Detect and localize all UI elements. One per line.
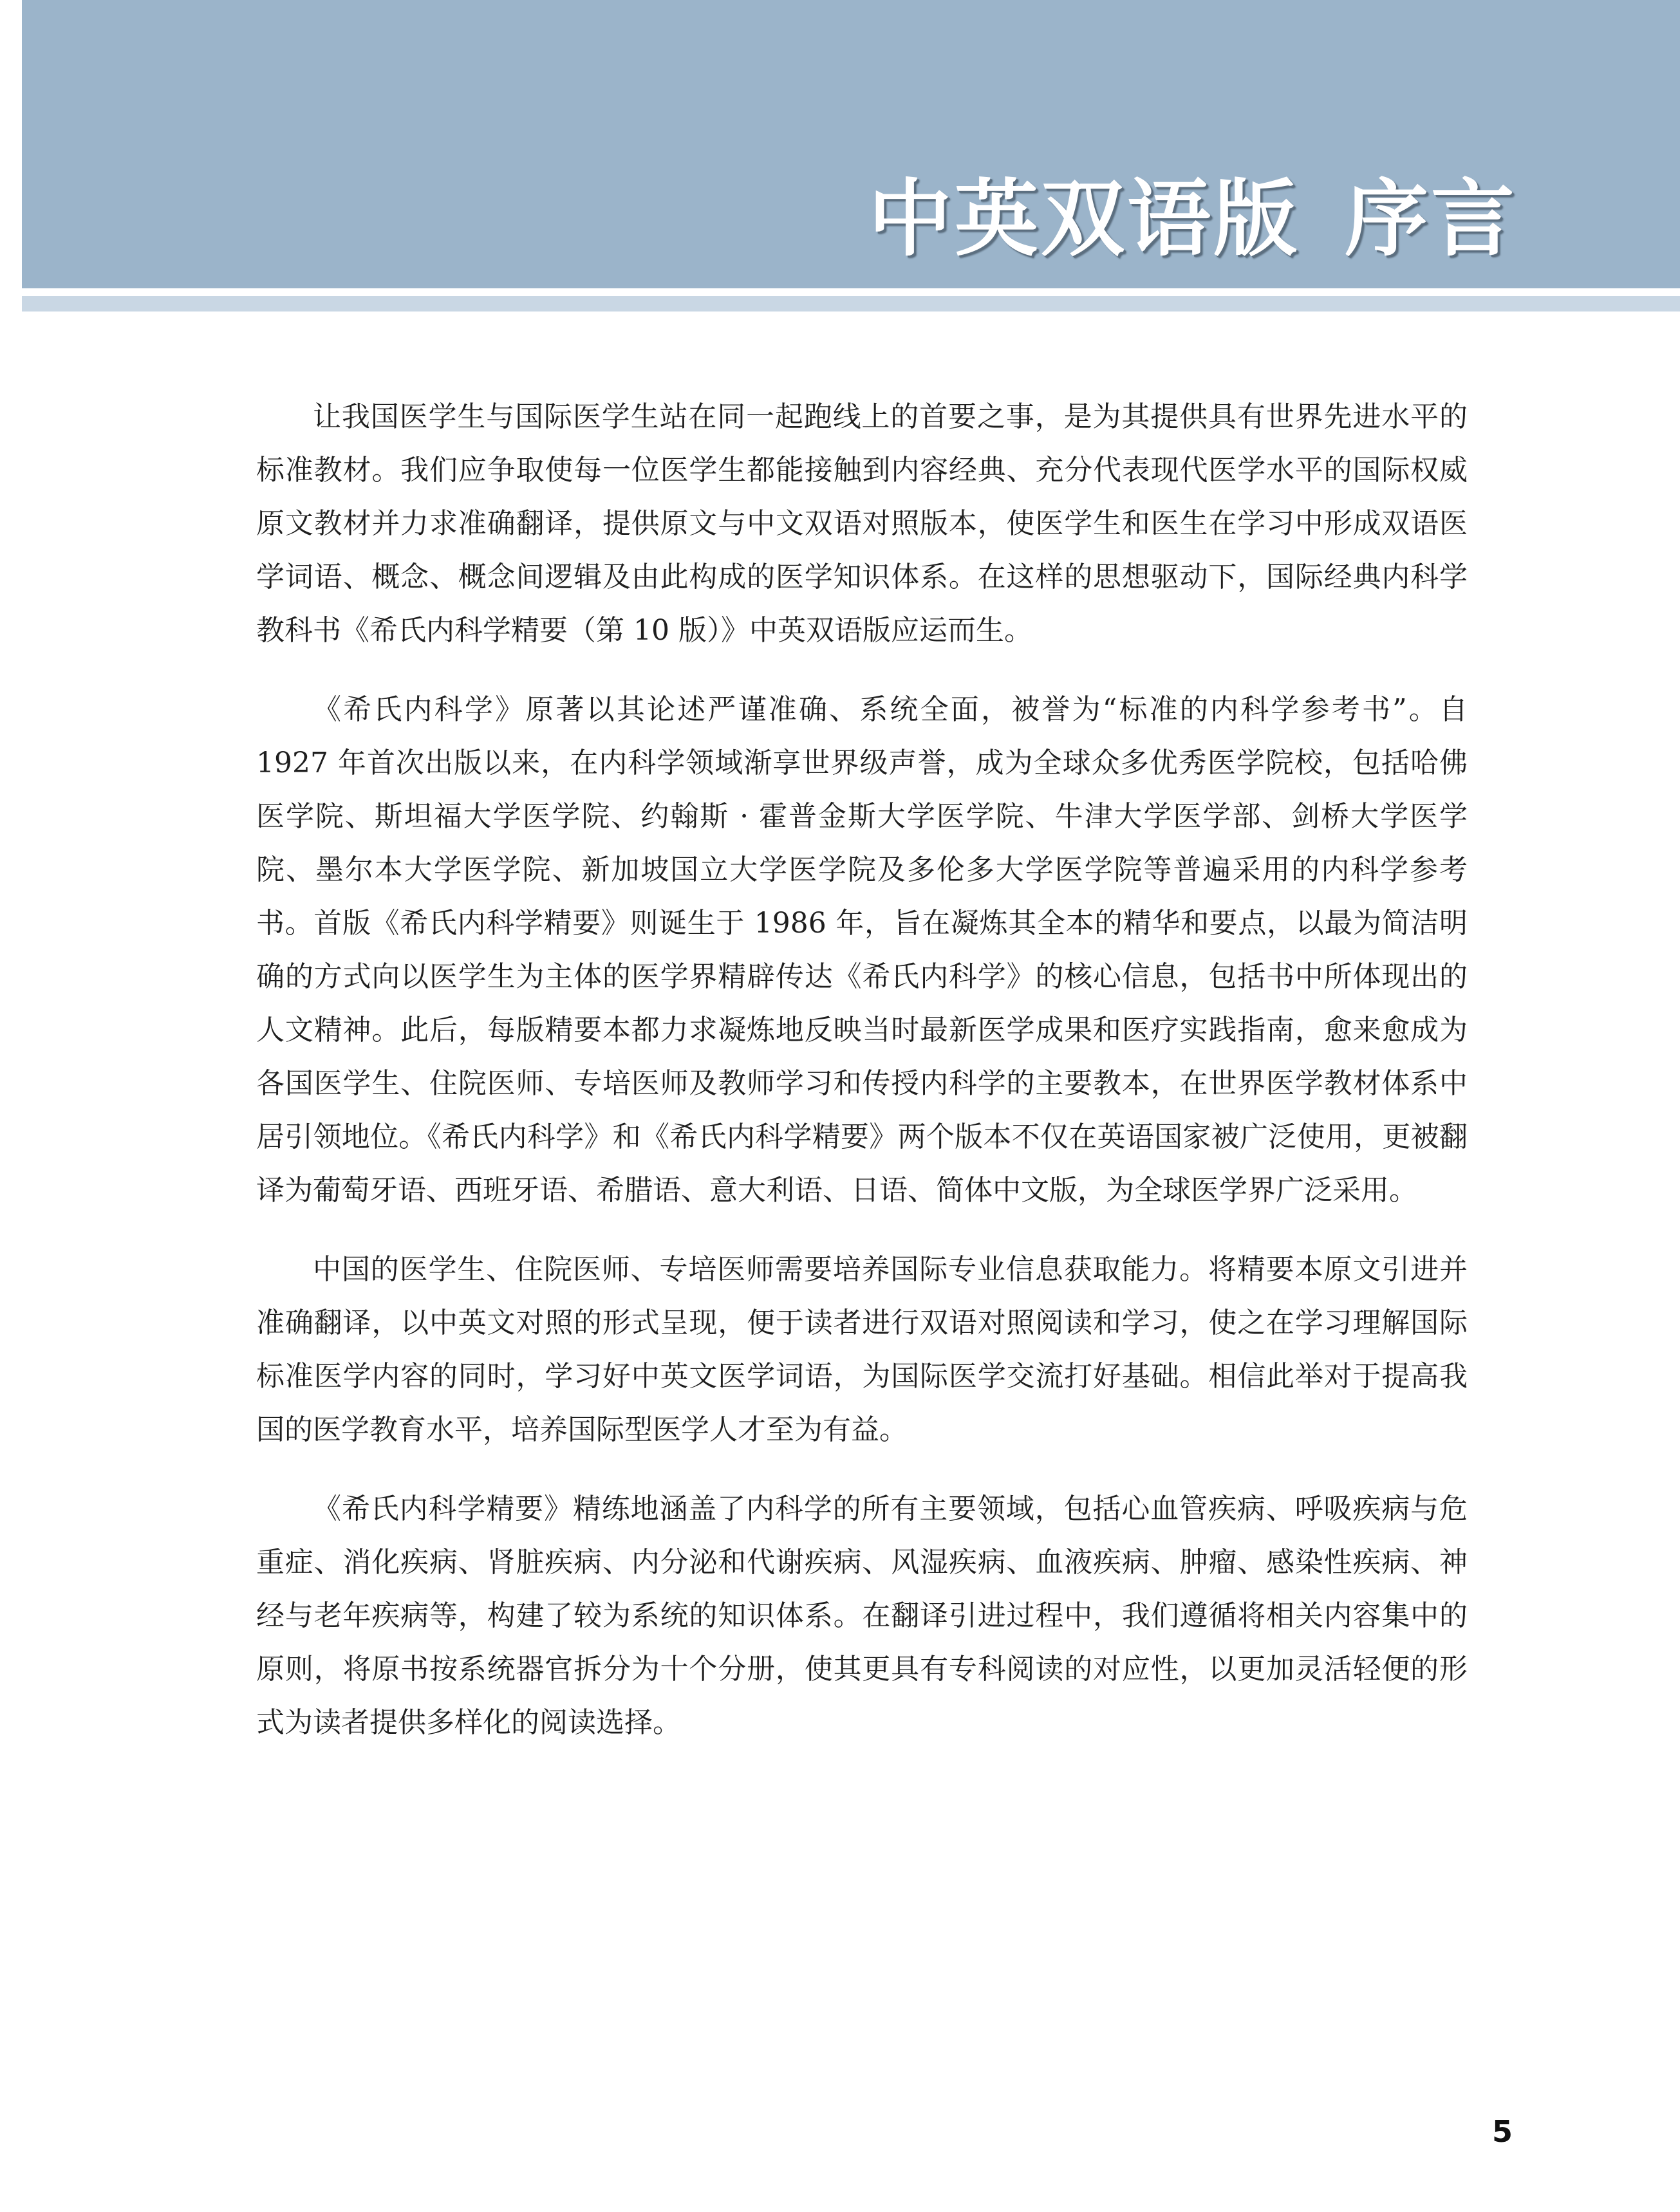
- header-divider-white: [22, 288, 1680, 296]
- chapter-title-part2: 序言: [1344, 170, 1517, 268]
- page-number: 5: [1491, 2114, 1513, 2149]
- preface-body: [256, 390, 1468, 1775]
- header-divider-blue: [22, 296, 1680, 311]
- paragraph-3: 中国的医学生、住院医师、专培医师需要培养国际专业信息获取能力。将精要本原文引进并准确翻译，以中英文对照的形式呈现，便于读者进行双语对照阅读和学习，使之在学习理解国际标准医学内容的同时，学习好中英文医学词语，为国际医学交流打好基础。相信此举对于提高我国的医学教育水平，培养国际型医学人才至为有益。: [256, 1253, 1468, 1446]
- paragraph-4: 《希氏内科学精要》精练地涵盖了内科学的所有主要领域，包括心血管疾病、呼吸疾病与危重症、消化疾病、肾脏疾病、内分泌和代谢疾病、风湿疾病、血液疾病、肿瘤、感染性疾病、神经与老年疾病等，构建了较为系统的知识体系。在翻译引进过程中，我们遵循将相关内容集中的原则，将原书按系统器官拆分为十个分册，使其更具有专科阅读的对应性，以更加灵活轻便的形式为读者提供多样化的阅读选择。: [256, 1492, 1468, 1739]
- paragraph-1: 让我国医学生与国际医学生站在同一起跑线上的首要之事，是为其提供具有世界先进水平的标准教材。我们应争取使每一位医学生都能接触到内容经典、充分代表现代医学水平的国际权威原文教材并力求准确翻译，提供原文与中文双语对照版本，使医学生和医生在学习中形成双语医学词语、概念、概念间逻辑及由此构成的医学知识体系。在这样的思想驱动下，国际经典内科学教科书《希氏内科学精要（第 10 版）》中英双语版应运而生。: [256, 400, 1468, 647]
- chapter-title: [868, 171, 1517, 267]
- chapter-title-part1: 中英双语版: [868, 170, 1300, 268]
- paragraph-2: 《希氏内科学》原著以其论述严谨准确、系统全面，被誉为“标准的内科学参考书”。自 1927 年首次出版以来，在内科学领域渐享世界级声誉，成为全球众多优秀医学院校，包括哈佛医学院、斯坦福大学医学院、约翰斯 · 霍普金斯大学医学院、牛津大学医学部、剑桥大学医学院、墨尔本大学医学院、新加坡国立大学医学院及多伦多大学医学院等普遍采用的内科学参考书。首版《希氏内科学精要》则诞生于 1986 年，旨在凝炼其全本的精华和要点，以最为简洁明确的方式向以医学生为主体的医学界精辟传达《希氏内科学》的核心信息，包括书中所体现出的人文精神。此后，每版精要本都力求凝炼地反映当时最新医学成果和医疗实践指南，愈来愈成为各国医学生、住院医师、专培医师及教师学习和传授内科学的主要教本，在世界医学教材体系中居引领地位。《希氏内科学》和《希氏内科学精要》两个版本不仅在英语国家被广泛使用，更被翻译为葡萄牙语、西班牙语、希腊语、意大利语、日语、简体中文版，为全球医学界广泛采用。: [256, 693, 1468, 1207]
